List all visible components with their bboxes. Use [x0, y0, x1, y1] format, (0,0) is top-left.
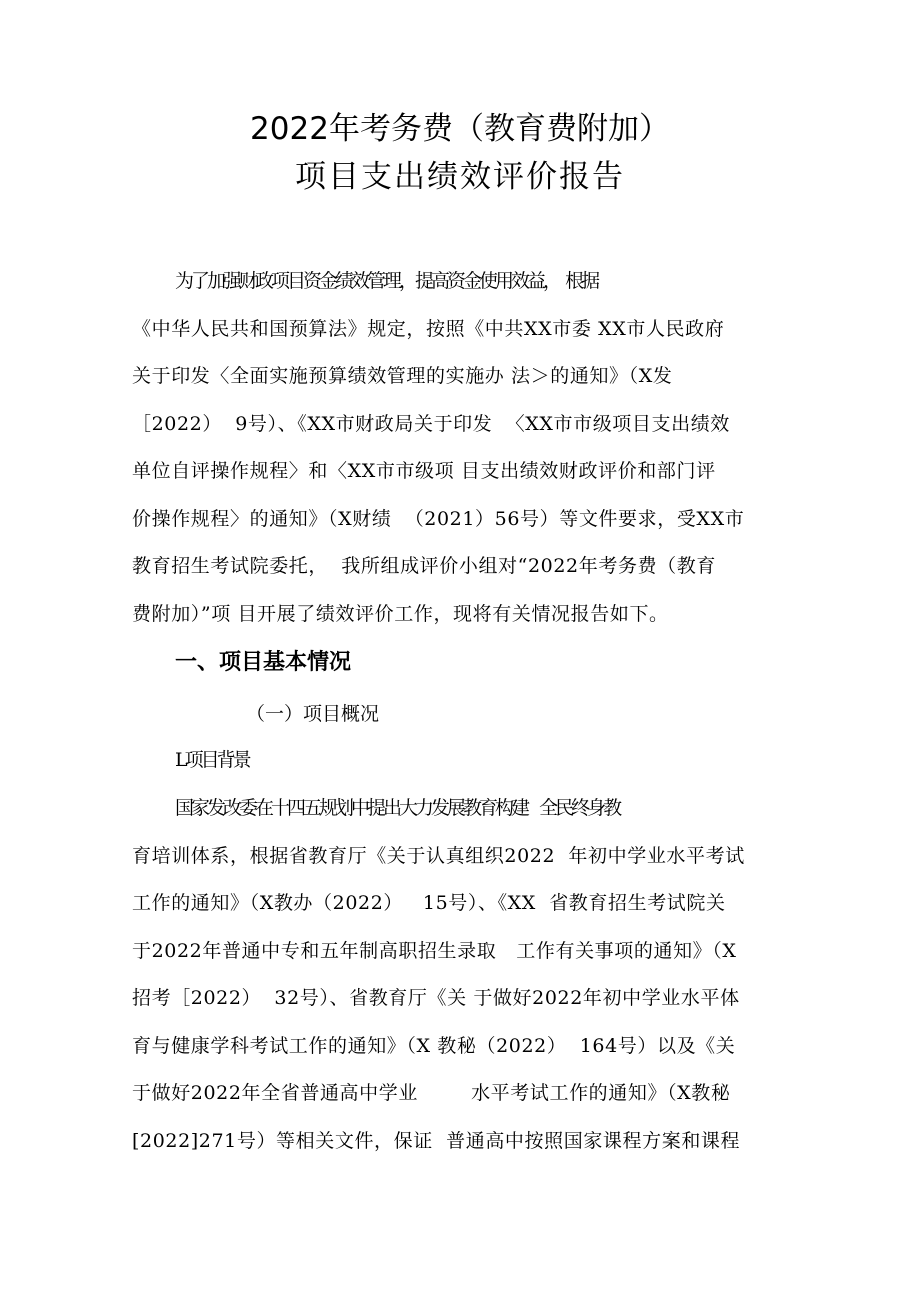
background-line-1: 国家发改委在十四五规划中提出大力发展教育构建 全民终身教 — [175, 797, 620, 819]
intro-line-3: 关于印发〈全面实施预算绩效管理的实施办 法＞的通知》（X发 — [132, 365, 673, 387]
intro-line-4: ［2022） 9号）、《XX市财政局关于印发 〈XX市市级项目支出绩效 — [132, 413, 730, 435]
intro-line-8: 费附加）”项 目开展了绩效评价工作，现将有关情况报告如下。 — [132, 603, 669, 625]
title-line-1: 2022年考务费（教育费附加） — [250, 111, 670, 147]
background-line-2: 育培训体系，根据省教育厅《关于认真组织2022 年初中学业水平考试 — [132, 845, 745, 867]
background-line-6: 育与健康学科考试工作的通知》（X 教秘（2022） 164号）以及《关 — [132, 1035, 736, 1057]
intro-line-2: 《中华人民共和国预算法》规定，按照《中共XX市委 XX市人民政府 — [132, 318, 725, 340]
intro-line-5: 单位自评操作规程〉和〈XX市市级项 目支出绩效财政评价和部门评 — [132, 460, 716, 482]
title-line-2: 项目支出绩效评价报告 — [295, 159, 625, 195]
intro-line-1: 为了加强财政项目资金绩效管理，提高资金使用效益， 根据 — [175, 270, 598, 292]
background-line-3: 工作的通知》（X教办（2022） 15号）、《XX 省教育招生考试院关 — [132, 892, 726, 914]
background-line-4: 于2022年普通中专和五年制高职招生录取 工作有关事项的通知》（X — [132, 940, 737, 962]
item-label: L项目背景 — [175, 749, 249, 771]
background-line-8: [2022]271号）等相关文件，保证 普通高中按照国家课程方案和课程 — [132, 1130, 741, 1152]
subsection-heading: （一）项目概况 — [246, 703, 380, 725]
intro-line-6: 价操作规程〉的通知》（X财绩 （2021）56号）等文件要求，受XX市 — [132, 508, 745, 530]
intro-line-7: 教育招生考试院委托， 我所组成评价小组对“2022年考务费（教育 — [132, 555, 716, 577]
section-heading: 一、项目基本情况 — [175, 650, 352, 675]
background-line-7: 于做好2022年全省普通高中学业 水平考试工作的通知》（X教秘 — [132, 1082, 731, 1104]
background-line-5: 招考［2022） 32号）、省教育厅《关 于做好2022年初中学业水平体 — [132, 987, 740, 1009]
